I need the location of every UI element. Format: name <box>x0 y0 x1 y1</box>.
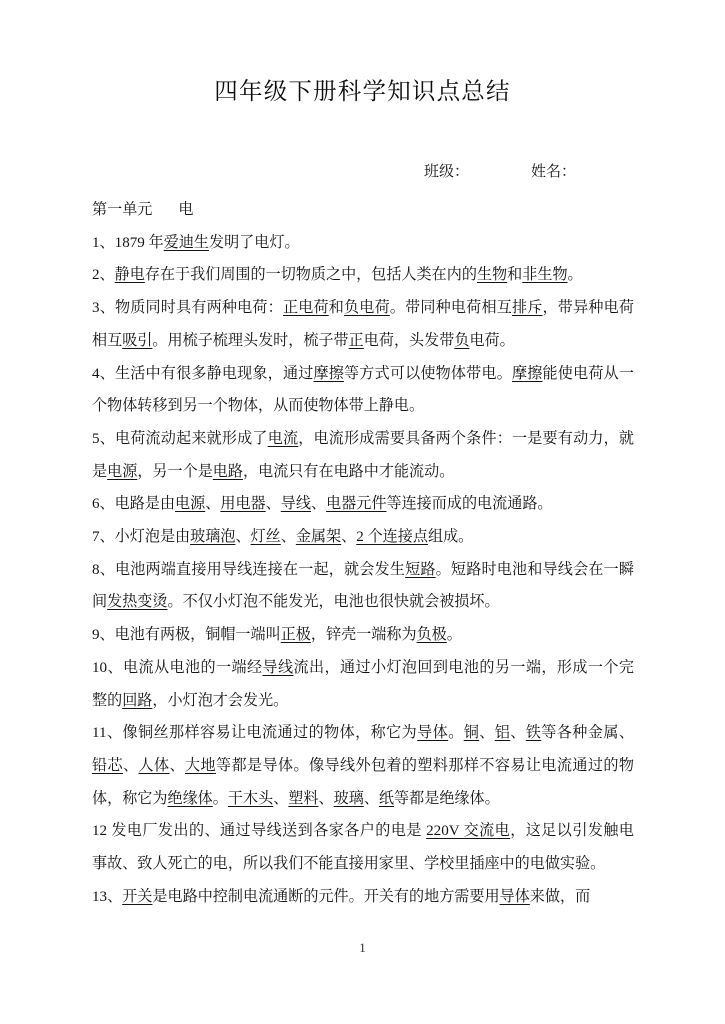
knowledge-point-number: 10、 <box>92 659 123 676</box>
emphasized-term: 用电器 <box>220 496 266 513</box>
emphasized-term: 绝缘体 <box>167 790 213 807</box>
emphasized-term: 玻璃 <box>333 790 364 807</box>
knowledge-point-number: 13、 <box>92 888 123 905</box>
body-text: 等方式可以使物体带电。 <box>344 365 512 382</box>
knowledge-point <box>92 259 634 292</box>
knowledge-point <box>92 554 634 619</box>
body-text: 、 <box>235 529 251 546</box>
body-text: 发电厂发出的、通过导线送到各家各户的电是 <box>111 823 427 840</box>
emphasized-term: 灯丝 <box>250 529 281 546</box>
knowledge-point <box>92 881 634 914</box>
body-text: 电池有两极，铜帽一端叫 <box>114 627 281 644</box>
knowledge-point <box>92 488 634 521</box>
emphasized-term: 排斥 <box>511 300 543 317</box>
student-info-row <box>92 160 632 181</box>
emphasized-term: 铝 <box>494 725 511 742</box>
emphasized-term: 铜 <box>463 725 480 742</box>
page-number: 1 <box>359 941 366 955</box>
body-text: 存在于我们周围的一切物质之中，包括人类在内的 <box>144 267 477 284</box>
knowledge-point <box>92 358 634 423</box>
body-text: 。 <box>446 627 462 644</box>
body-text: 1879 年 <box>114 234 164 251</box>
emphasized-term: 电器元件 <box>326 496 387 513</box>
knowledge-point-number: 3、 <box>92 300 115 317</box>
body-text: 、 <box>363 790 379 807</box>
emphasized-term: 静电 <box>114 267 145 284</box>
emphasized-term: 干木头 <box>227 790 274 807</box>
emphasized-term: 纸 <box>378 790 395 807</box>
body-text: 、 <box>510 725 526 742</box>
body-text: 电荷，头发带 <box>363 332 455 349</box>
body-text: ，另一个是 <box>137 463 213 480</box>
body-text: ，带异种电荷相互 <box>92 300 634 349</box>
unit-label: 第一单元 <box>92 202 153 218</box>
emphasized-term: 220V 交流电 <box>426 823 511 840</box>
body-text: 等各种金属、 <box>541 725 634 742</box>
body-text: 是电路中控制电流通断的元件。开关有的地方需要用 <box>152 888 500 905</box>
body-text: 电流从电池的一端经 <box>123 659 263 676</box>
body-text: 像铜丝那样容易让电流通过的物体，称它为 <box>122 725 418 742</box>
body-text: 生活中有很多静电现象，通过 <box>115 365 314 382</box>
body-text: ，锌壳一端称为 <box>310 627 417 644</box>
emphasized-term: 导体 <box>499 888 530 905</box>
emphasized-term: 开关 <box>122 888 153 905</box>
body-text: 。 <box>567 267 583 284</box>
emphasized-term: 塑料 <box>288 790 319 807</box>
body-text: 来做，而 <box>529 888 591 905</box>
emphasized-term: 正 <box>348 332 364 349</box>
knowledge-point <box>92 521 634 554</box>
emphasized-term: 摩擦 <box>511 365 543 382</box>
knowledge-point <box>92 717 634 815</box>
knowledge-point <box>92 815 634 880</box>
body-text: 、 <box>123 757 139 774</box>
knowledge-point-number: 5、 <box>92 430 115 447</box>
body-text: 电荷流动起来就形成了 <box>115 430 268 447</box>
body-text: 。带同种电荷相互 <box>389 300 512 317</box>
emphasized-term: 生物 <box>476 267 508 284</box>
emphasized-term: 铅芯 <box>92 757 123 774</box>
body-text: 小灯泡是由 <box>114 529 191 546</box>
body-text: 、 <box>310 496 327 513</box>
emphasized-term: 电流 <box>267 430 299 447</box>
body-text: 。 <box>212 790 228 807</box>
knowledge-point-number: 6、 <box>92 496 115 513</box>
body-text: ，这足以引发触电事故、致人死亡的电，所以我们不能直接用家里、学校里插座中的电做实验。 <box>92 823 635 873</box>
emphasized-term: 电源 <box>107 463 138 480</box>
body-text: 、 <box>169 757 185 774</box>
emphasized-term: 导体 <box>417 725 449 742</box>
body-text: 。短路时电池和导线会在一瞬间 <box>92 561 634 611</box>
knowledge-point-number: 12 <box>92 823 112 840</box>
emphasized-term: 人体 <box>138 757 170 774</box>
body-text: 、 <box>479 725 495 742</box>
knowledge-point-number: 8、 <box>92 561 115 578</box>
page-title: 四年级下册科学知识点总结 <box>214 79 511 105</box>
emphasized-term: 短路 <box>405 561 436 578</box>
body-text: 、 <box>341 529 357 546</box>
class-field-label: 班级： <box>423 164 469 180</box>
emphasized-term: 非生物 <box>522 267 568 284</box>
emphasized-term: 发热变烫 <box>107 594 168 611</box>
knowledge-point-number: 4、 <box>92 365 115 382</box>
body-text: 、 <box>318 790 334 807</box>
body-text: 物质同时具有两种电荷： <box>115 300 283 317</box>
body-text: 和 <box>507 267 523 284</box>
body-text: 、 <box>280 529 296 546</box>
body-text: 。不仅小灯泡不能发光，电池也很快就会被损坏。 <box>167 594 500 611</box>
emphasized-term: 回路 <box>122 692 153 709</box>
emphasized-term: 金属架 <box>295 529 342 546</box>
body-text: 和 <box>328 300 345 317</box>
emphasized-term: 2 个连接点 <box>356 529 428 546</box>
knowledge-point-number: 7、 <box>92 529 115 546</box>
knowledge-point <box>92 292 634 357</box>
body-text: 等都是绝缘体。 <box>394 790 500 807</box>
body-text: 、 <box>205 496 221 513</box>
emphasized-term: 负 <box>454 332 470 349</box>
knowledge-point-number: 9、 <box>92 627 115 644</box>
document-body <box>92 194 634 913</box>
emphasized-term: 电源 <box>175 496 206 513</box>
emphasized-term: 大地 <box>185 757 216 774</box>
emphasized-term: 负极 <box>416 627 447 644</box>
knowledge-point-number: 1、 <box>92 234 115 251</box>
emphasized-term: 爱迪生 <box>163 234 210 251</box>
emphasized-term: 铁 <box>525 725 542 742</box>
body-text: 发明了电灯。 <box>209 234 300 251</box>
body-text: ，电流只有在电路中才能流动。 <box>243 463 455 480</box>
body-text: 等连接而成的电流通路。 <box>386 496 553 513</box>
body-text: 。 <box>448 725 464 742</box>
knowledge-point <box>92 227 634 260</box>
body-text: 、 <box>273 790 289 807</box>
body-text: 组成。 <box>427 529 474 546</box>
emphasized-term: 导线 <box>262 659 294 676</box>
body-text: 电荷。 <box>469 332 515 349</box>
knowledge-point <box>92 619 634 652</box>
name-field-label: 姓名： <box>530 164 576 180</box>
knowledge-point-list <box>92 227 634 914</box>
emphasized-term: 玻璃泡 <box>190 529 236 546</box>
section-heading <box>92 194 634 227</box>
body-text: 电池两端直接用导线连接在一起，就会发生 <box>115 561 406 578</box>
body-text: 电路是由 <box>114 496 176 513</box>
knowledge-point <box>92 423 634 488</box>
body-text: ，电流形成需要具备两个条件：一是要有动力，就是 <box>92 430 634 480</box>
emphasized-term: 负电荷 <box>344 300 390 317</box>
body-text: 流出，通过小灯泡回到电池的另一端，形成一个完整的 <box>92 659 634 709</box>
emphasized-term: 吸引 <box>122 332 153 349</box>
emphasized-term: 导线 <box>280 496 311 513</box>
body-text: ，小灯泡才会发光。 <box>152 692 289 709</box>
body-text: 、 <box>265 496 281 513</box>
body-text: 能使电荷从一个物体转移到另一个物体，从而使物体带上静电。 <box>92 365 634 415</box>
emphasized-term: 正极 <box>280 627 311 644</box>
knowledge-point-number: 2、 <box>92 267 115 284</box>
knowledge-point-number: 11、 <box>92 725 123 742</box>
body-text: 等都是导体。像导线外包着的塑料那样不容易让电流通过的物体，称它为 <box>92 757 634 807</box>
emphasized-term: 正电荷 <box>282 300 329 317</box>
knowledge-point <box>92 652 634 717</box>
unit-topic: 电 <box>178 202 194 218</box>
body-text: 。用梳子梳理头发时，梳子带 <box>152 332 349 349</box>
emphasized-term: 摩擦 <box>313 365 345 382</box>
emphasized-term: 电路 <box>212 463 243 480</box>
